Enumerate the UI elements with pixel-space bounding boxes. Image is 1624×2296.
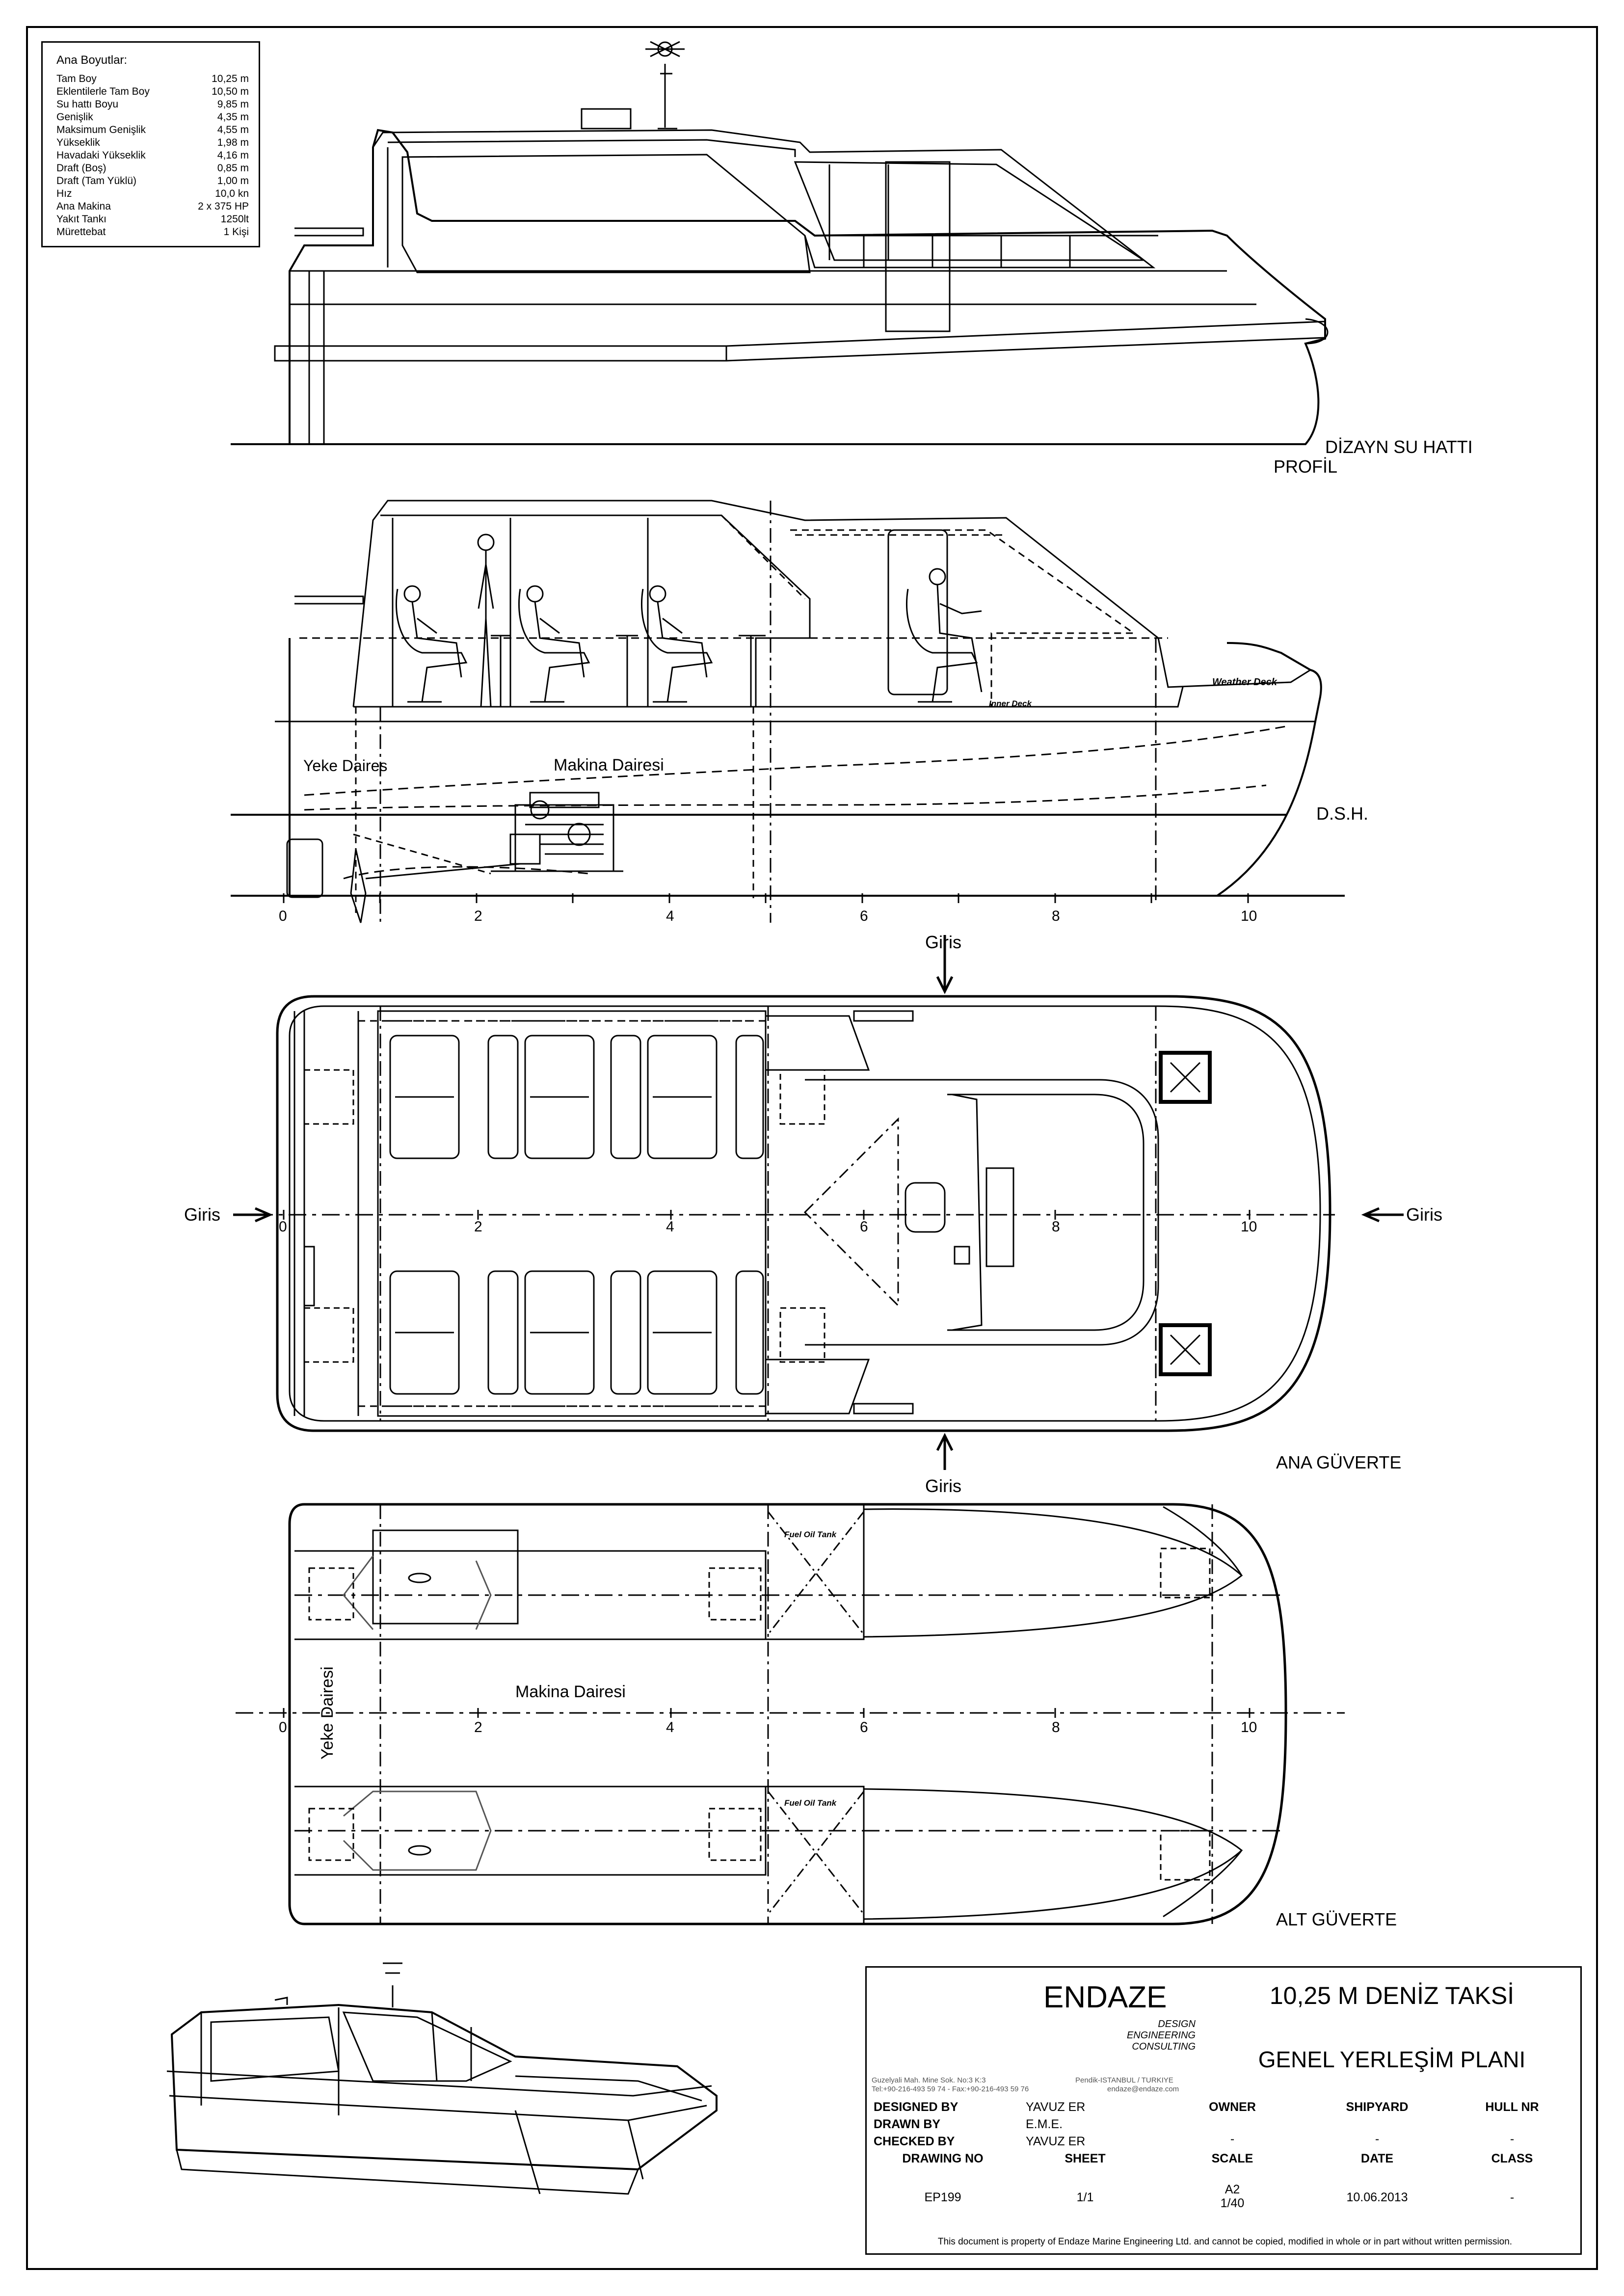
profile-view-label: PROFİL (1274, 456, 1338, 477)
frame-number: 8 (1052, 1219, 1060, 1235)
dimension-value: 1 Kişi (223, 226, 249, 238)
dimension-label: Su hattı Boyu (56, 99, 119, 110)
project-title: 10,25 M DENİZ TAKSİ (1269, 1982, 1515, 2009)
company-name: ENDAZE (1043, 1980, 1167, 2014)
dimension-value: 1,98 m (217, 137, 249, 148)
lower-deck-view (236, 1504, 1345, 1924)
company-tagline-1: DESIGN (1158, 2019, 1196, 2029)
steering-room-label-lower: Yeke Dairesi (318, 1666, 337, 1760)
frame-number: 10 (1241, 1219, 1257, 1235)
dimension-label: Yükseklik (56, 137, 100, 148)
main-dimensions-title: Ana Boyutlar: (56, 53, 128, 67)
main-deck-view-label: ANA GÜVERTE (1276, 1452, 1402, 1472)
frame-number: 2 (474, 1719, 482, 1735)
dimension-label: Eklentilerle Tam Boy (56, 86, 150, 97)
checked-by-label: CHECKED BY (874, 2135, 955, 2148)
dimension-label: Hız (56, 188, 72, 199)
designed-by-value: YAVUZ ER (1026, 2100, 1086, 2114)
drawing-no-label: DRAWING NO (902, 2152, 984, 2165)
dimension-label: Genişlik (56, 111, 93, 123)
isometric-sketch (167, 1963, 717, 2194)
frame-number: 6 (860, 1219, 868, 1235)
frame-number: 10 (1241, 1719, 1257, 1735)
weather-deck-label: Weather Deck (1212, 677, 1277, 688)
frame-number: 0 (279, 1719, 287, 1735)
dimension-value: 2 x 375 HP (198, 201, 249, 212)
date-label: DATE (1360, 2152, 1394, 2165)
shipyard-value: - (1375, 2132, 1380, 2146)
main-dimensions-table (41, 41, 260, 247)
fuel-tank-label: Fuel Oil Tank (784, 1530, 837, 1539)
fuel-tank-label: Fuel Oil Tank (784, 1798, 837, 1808)
entry-label-bottom: Giris (925, 1476, 961, 1496)
dimension-value: 1250lt (220, 214, 249, 225)
dimension-value: 10,25 m (212, 73, 249, 84)
design-waterline-label: DİZAYN SU HATTI (1325, 437, 1473, 457)
dimension-value: 4,35 m (217, 111, 249, 123)
entry-arrow-bottom (937, 1436, 952, 1470)
entry-arrow-left (233, 1208, 270, 1221)
sheet-label: SHEET (1065, 2152, 1106, 2165)
frame-number: 4 (666, 1719, 674, 1735)
frame-number: 2 (474, 1219, 482, 1235)
dimension-label: Yakıt Tankı (56, 214, 106, 225)
dimension-label: Mürettebat (56, 226, 106, 238)
sheet-value: 1/1 (1076, 2190, 1094, 2204)
owner-label: OWNER (1209, 2100, 1256, 2114)
frame-number: 0 (279, 908, 287, 924)
steering-room-label: Yeke Daires (303, 757, 388, 774)
dimension-value: 4,16 m (217, 150, 249, 161)
inner-deck-label: Inner Deck (989, 699, 1032, 708)
company-tagline-3: CONSULTING (1132, 2041, 1196, 2052)
copyright-disclaimer: This document is property of Endaze Marine Engineering Ltd. and cannot be copied, modified in whole or in part without written permission. (937, 2237, 1513, 2247)
frame-number: 2 (474, 908, 482, 924)
drawing-no-value: EP199 (924, 2190, 961, 2204)
class-value: - (1510, 2190, 1515, 2204)
section-view (231, 501, 1345, 923)
dimension-label: Ana Makina (56, 201, 111, 212)
dimension-label: Maksimum Genişlik (56, 124, 146, 135)
frame-number: 6 (860, 908, 868, 924)
entry-label-left: Giris (184, 1204, 220, 1225)
lower-deck-view-label: ALT GÜVERTE (1276, 1909, 1397, 1929)
company-tagline-2: ENGINEERING (1126, 2030, 1196, 2041)
dimension-label: Draft (Tam Yüklü) (56, 175, 136, 187)
company-contact-2: endaze@endaze.com (1107, 2085, 1179, 2093)
sheet-border (27, 27, 1597, 2269)
class-label: CLASS (1491, 2152, 1533, 2165)
frame-number: 8 (1052, 908, 1060, 924)
entry-label-right: Giris (1406, 1204, 1442, 1225)
engine-illustration (491, 793, 623, 871)
frame-number: 8 (1052, 1719, 1060, 1735)
scale-paper-value: A2 (1225, 2183, 1240, 2196)
company-address-1: Guzelyali Mah. Mine Sok. No:3 K:3 (872, 2076, 986, 2084)
hull-nr-value: - (1510, 2132, 1515, 2146)
dimension-label: Havadaki Yükseklik (56, 150, 146, 161)
dimension-value: 9,85 m (217, 99, 249, 110)
dimension-value: 10,50 m (212, 86, 249, 97)
dimension-label: Tam Boy (56, 73, 97, 84)
frame-number: 4 (666, 908, 674, 924)
frame-number: 4 (666, 1219, 674, 1235)
drawing-title: GENEL YERLEŞİM PLANI (1258, 2047, 1526, 2072)
frame-number: 6 (860, 1719, 868, 1735)
entry-label-top: Giris (925, 932, 961, 952)
owner-value: - (1230, 2132, 1235, 2146)
entry-arrow-right (1364, 1208, 1404, 1221)
dwl-label: D.S.H. (1316, 803, 1369, 824)
date-value: 10.06.2013 (1346, 2190, 1408, 2204)
drawn-by-label: DRAWN BY (874, 2117, 941, 2131)
designed-by-label: DESIGNED BY (874, 2100, 958, 2114)
drawn-by-value: E.M.E. (1026, 2117, 1063, 2131)
frame-number: 10 (1241, 908, 1257, 924)
company-address-2: Pendik-ISTANBUL / TURKIYE (1075, 2076, 1173, 2084)
title-block (865, 1966, 1582, 2255)
shipyard-label: SHIPYARD (1346, 2100, 1409, 2114)
dimension-value: 0,85 m (217, 162, 249, 174)
scale-ratio-value: 1/40 (1220, 2196, 1245, 2210)
scale-label: SCALE (1211, 2152, 1253, 2165)
checked-by-value: YAVUZ ER (1026, 2135, 1086, 2148)
hull-nr-label: HULL NR (1485, 2100, 1539, 2114)
profile-view (231, 42, 1328, 444)
dimension-label: Draft (Boş) (56, 162, 106, 174)
main-deck-view (233, 932, 1404, 1470)
dimension-value: 10,0 kn (215, 188, 249, 199)
engine-room-label: Makina Dairesi (554, 756, 664, 774)
frame-number: 0 (279, 1219, 287, 1235)
company-contact-1: Tel:+90-216-493 59 74 - Fax:+90-216-493 59 76 (872, 2085, 1029, 2093)
dimension-value: 4,55 m (217, 124, 249, 135)
section-seating (396, 534, 982, 707)
engine-room-label-lower: Makina Dairesi (515, 1682, 626, 1701)
dimension-value: 1,00 m (217, 175, 249, 187)
